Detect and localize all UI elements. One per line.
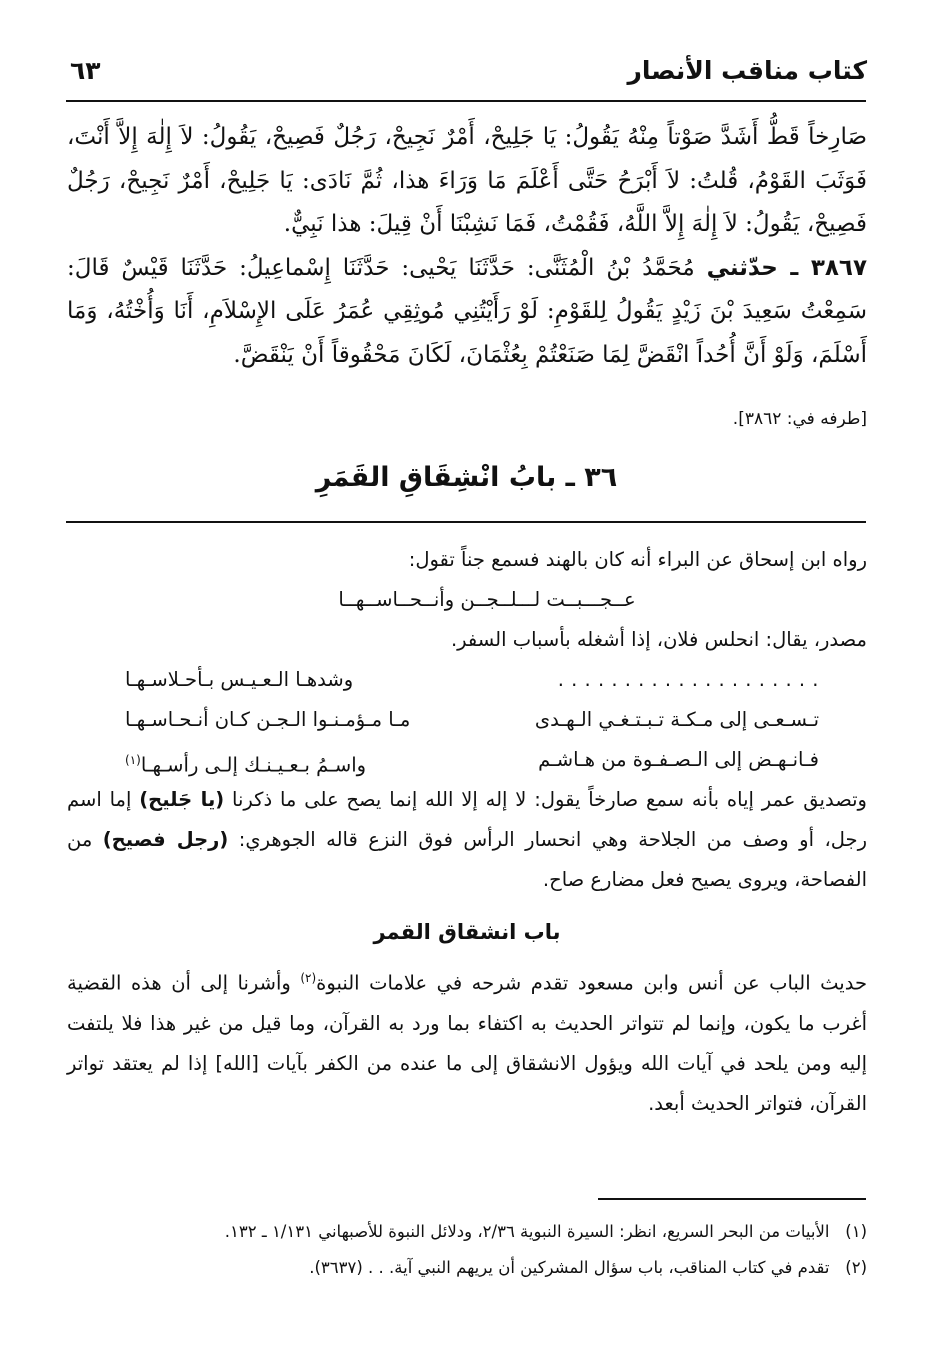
cross-reference: [طرفه في: ٣٨٦٢]. [732, 409, 867, 429]
verse-hemistich-right: تـسـعـى إلى مـكـة تـبـتـغـي الـهـدى [534, 708, 819, 731]
glossed-term: (رجل فصيح) [102, 828, 229, 851]
verse-hemistich-right: فـانـهـض إلى الـصـفـوة من هـاشـم [538, 748, 819, 771]
footnote-marker: (١) [125, 753, 141, 767]
footnote-number: (٢) [845, 1258, 867, 1277]
commentary-paragraph-1 [67, 780, 867, 900]
commentary-subheading: باب انشقاق القمر [373, 920, 561, 944]
chapter-title: ٣٦ ـ بابُ انْشِقَاقِ القَمَرِ [315, 462, 618, 493]
poem-verse-1: عــجـــبــت لـــلــجــن وأنــحــاســهــا [338, 588, 636, 611]
footnote-text: الأبيات من البحر السريع، انظر: السيرة النبوية ٢/٣٦، ودلائل النبوة للأصبهاني ١/١٣١ ـ ١٣٢. [224, 1222, 830, 1241]
para-text: من الفصاحة، ويروى يصيح فعل مضارع صاح. [67, 828, 867, 891]
page-number: ٦٣ [70, 56, 101, 85]
footnote-text: تقدم في كتاب المناقب، باب سؤال المشركين أن يريهم النبي آية. . . (٣٦٣٧). [309, 1258, 830, 1277]
poem-verse [67, 740, 867, 780]
footnote-number: (١) [845, 1222, 867, 1241]
commentary-intro: رواه ابن إسحاق عن البراء أنه كان بالهند فسمع جناً تقول: [408, 548, 867, 571]
para-text: وتصديق عمر إياه بأنه سمع صارخاً يقول: لا إله إلا الله إنما يصح على ما ذكرنا [232, 788, 867, 811]
verse-hemistich-left: مـا مـؤمـنـوا الـجـن كـان أنـحـاسـهـا [125, 708, 411, 731]
footnote-divider [598, 1198, 866, 1200]
commentary-paragraph-2 [67, 958, 867, 1124]
hadith-body: مُحَمَّدُ بْنُ الْمُثَنَّى: حَدَّثَنَا يَحْيى: حَدَّثَنَا إِسْماعِيلُ: حَدَّثَنَا قَيْسٌ قَالَ: سَمِعْتُ سَعِيدَ بْنَ زَيْدٍ يَقُولُ لِلقَوْمِ: لَوْ رَأَيْتُنِي مُوثِقِي عُمَرُ عَلَى الإِسْلاَمِ، أَنَا وَأُخْتُهُ، وَمَا أَسْلَمَ، وَلَوْ أَنَّ أُحُداً انْقَضَّ لِمَا صَنَعْتُمْ بِعُثْمَانَ، لَكَانَ مَحْقُوقاً أَنْ يَنْقَضَّ. [67, 254, 867, 368]
footnotes [67, 1214, 867, 1286]
chapter-divider [66, 521, 866, 523]
footnote-marker: (٢) [300, 971, 317, 985]
running-header-title: كتاب مناقب الأنصار [627, 56, 867, 85]
footnote-2 [67, 1250, 867, 1286]
para-text: حديث الباب عن أنس وابن مسعود تقدم شرحه في علامات النبوة [316, 971, 868, 995]
footnote-1 [67, 1214, 867, 1250]
poem-verse [67, 660, 867, 700]
hadith-3867 [67, 247, 867, 378]
para-text: إما اسم رجل، أو وصف من الجلاحة وهي انحسار الرأس فوق النزع قاله الجوهري: [67, 788, 867, 851]
verse-text: واسـمُ بـعـيـنـك إلـى رأسـهـا [140, 753, 367, 777]
poem-verse [67, 700, 867, 740]
verse-hemistich-right: . . . . . . . . . . . . . . . . . . . . [557, 668, 819, 691]
verse-hemistich-left: وشدهـا الـعـيـس بـأحـلاسـهـا [125, 668, 354, 691]
commentary-section [67, 540, 867, 1124]
glossed-term: (يا جَليح) [139, 788, 225, 811]
hadith-continuation: صَارِخاً قَطُّ أَشَدَّ صَوْتاً مِنْهُ يَقُولُ: يَا جَلِيحْ، أَمْرٌ نَجِيحْ، رَجُلٌ فَصِيحْ، يَقُولُ: لاَ إِلٰهَ إِلاَّ أَنْتَ، فَوَثَبَ القَوْمُ، قُلتُ: لاَ أَبْرَحُ حَتَّى أَعْلَمَ مَا وَرَاءَ هذا، ثُمَّ نَادَى: يَا جَلِيحْ، أَمْرٌ نَجِيحْ، رَجُلٌ فَصِيحْ، يَقُولُ: لاَ إِلٰهَ إِلاَّ اللَّهُ، فَقُمْتُ، فَمَا نَشِبْنَا أَنْ قِيلَ: هذا نَبِيٌّ. [67, 124, 867, 237]
hadith-number: ٣٨٦٧ ـ حدّثني [706, 254, 867, 281]
commentary-explanation: مصدر، يقال: انحلس فلان، إذا أشغله بأسباب السفر. [450, 628, 867, 651]
hadith-text-block [67, 116, 867, 377]
verse-hemistich-left [125, 740, 366, 780]
header-divider [66, 100, 866, 102]
para-text: وأشرنا إلى أن هذه القضية أغرب ما يكون، وإنما لم تتواتر الحديث به اكتفاء بما ورد به القرآن، وما قيل من غير هذا فلا يلتفت إليه ومن يلحد في آيات الله ويؤول الانشقاق إلى ما عنده من الكفر بآيات [الله] إذا لم يعتقد تواتر القرآن، فتواتر الحديث أبعد. [67, 971, 867, 1115]
